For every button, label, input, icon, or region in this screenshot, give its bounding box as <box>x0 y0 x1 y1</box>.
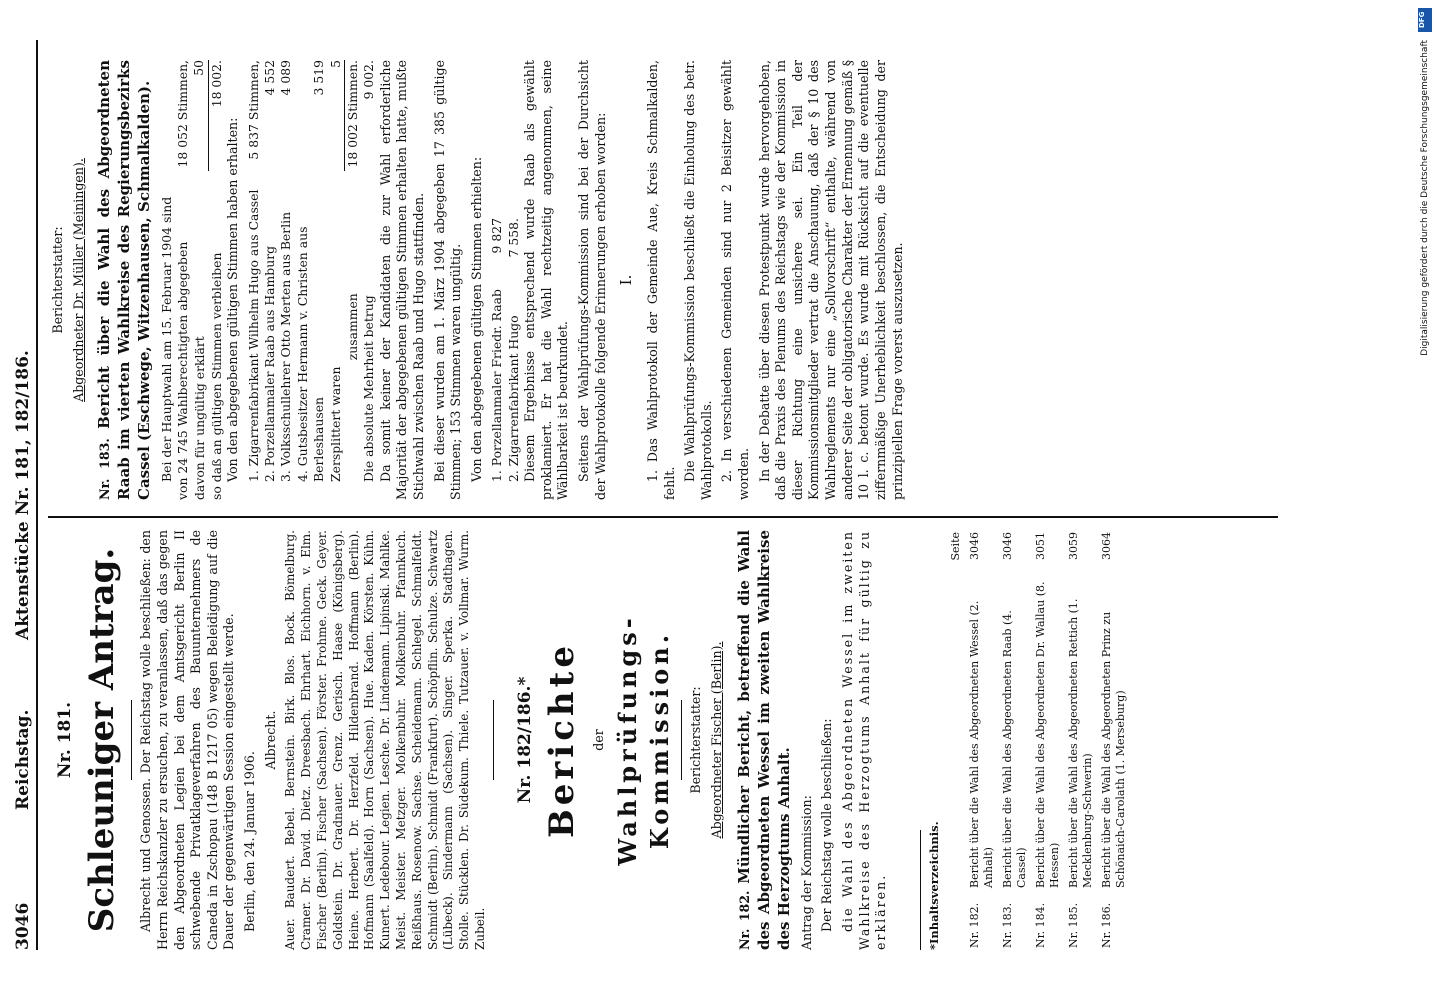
candidate-votes: 3 519 <box>311 60 327 96</box>
candidate-votes: 5 837 Stimmen, <box>245 60 261 160</box>
nr-182-title: Mündlicher Bericht, betreffend die Wahl des Abgeordneten Wessel im zweiten Wahlkreise des Herzogtums Anhalt. <box>735 530 794 950</box>
nr-182-label: Nr. 182. <box>737 890 753 950</box>
toc-nr: Nr. 183. <box>1000 902 1014 948</box>
runoff-value: 9 827 <box>489 218 505 254</box>
votes-cast-row <box>159 60 192 500</box>
runoff-intro: Von den abgegebenen gültigen Stimmen erhielten: <box>468 156 484 482</box>
candidates-table <box>246 60 378 482</box>
commission-paragraph: Seitens der Wahlprüfungs-Kommission sind bei der Durchsicht der Wahlprotokolle folgende Erinnerungen erhoben worden: <box>575 60 608 500</box>
toc-nr: Nr. 182. <box>967 902 981 948</box>
toc-page: 3046 <box>1000 532 1014 560</box>
invalid-label: davon für ungültig erklärt <box>191 336 207 500</box>
column-divider <box>48 517 1278 519</box>
majority-value: 9 002. <box>361 60 377 100</box>
votes-cast-label: Bei der Hauptwahl am 15. Februar 1904 sind von 24 745 Wahlberechtigten abgegeben <box>158 196 190 500</box>
toc-text: Bericht über die Wahl des Abgeordneten Dr. Wallau (8. Hessen) <box>1033 581 1062 888</box>
rapporteur-name: Abgeordneter Dr. Müller (Meiningen). <box>70 158 86 402</box>
toc-page-header: Seite <box>949 532 963 561</box>
valid-row <box>208 60 225 500</box>
toc-text: Bericht über die Wahl des Abgeordneten Wessel (2. Anhalt) <box>967 600 996 888</box>
item-1-decision: Die Wahlprüfungs-Kommission beschließt die Einholung des betr. Wahlprotokolls. <box>682 60 714 500</box>
short-rule <box>681 700 682 780</box>
running-head: Reichstag. <box>13 709 33 810</box>
reichstag-resolve: Der Reichstag wolle beschließen: <box>819 718 835 932</box>
page-number: 3046 <box>13 902 33 950</box>
antrag-text: Albrecht und Genossen. Der Reichstag wolle beschließen: den Herrn Reichskanzler zu ersuchen, zu veranlassen, daß das gegen den Abgeordneten Legien bei dem Amtsgericht Berlin II schwebende Privatklageverfahren des Bauunternehmers de Caneda in Zschopau (148 B 1217 05) wegen Beleidigung auf die Dauer der gegenwärtigen Session eingestellt werde. <box>138 530 237 950</box>
toc-text: Bericht über die Wahl des Abgeordneten Raab (4. Cassel) <box>1000 610 1029 888</box>
rapporteur-name: Abgeordneter Fischer (Berlin). <box>708 641 724 839</box>
header-title: Aktenstücke Nr. 181, 182/186. <box>13 350 33 640</box>
candidate-votes: 4 089 <box>278 60 294 96</box>
invalid-value: 50 <box>191 60 208 171</box>
candidate-row <box>278 60 294 482</box>
item-1: 1. Das Wahlprotokoll der Gemeinde Aue, Kreis Schmalkalden, fehlt. <box>644 60 677 500</box>
rapporteur-label: Berichterstatter: <box>688 686 704 794</box>
toc-nr: Nr. 186. <box>1099 902 1113 948</box>
nr-181-heading: Nr. 181. <box>55 701 75 779</box>
toc-page: 3051 <box>1033 532 1047 560</box>
total-row <box>344 60 361 482</box>
toc-table <box>946 530 1132 950</box>
runoff-label: 1. Porzellanmaler Friedr. Raab <box>489 289 505 482</box>
runoff-value: 7 558. <box>505 218 521 258</box>
total-label: zusammen <box>344 293 360 361</box>
item-2: 2. In verschiedenen Gemeinden sind nur 2 Beisitzer gewählt worden. <box>719 60 752 500</box>
majority-row <box>361 60 377 482</box>
toc-title: *Inhaltsverzeichnis. <box>926 821 941 950</box>
votes-cast-value: 18 052 Stimmen, <box>174 60 190 168</box>
toc-row <box>1000 532 1031 948</box>
short-rule <box>131 700 132 780</box>
nr-183-title: Bericht über die Wahl des Abgeordneten Raab im vierten Wahlkreise des Regierungsbezirks Cassel (Eschwege, Witzenhausen, Schmalkalden). <box>95 60 153 500</box>
runoff-row <box>506 218 522 482</box>
commission-motion-label: Antrag der Kommission: <box>798 795 814 950</box>
received-intro: Von den abgegebenen gültigen Stimmen haben erhalten: <box>225 117 241 482</box>
nr-182-186-heading: Nr. 182/186.* <box>514 676 535 804</box>
runoff-table <box>489 218 522 482</box>
page-header <box>10 40 38 950</box>
section-roman: I. <box>617 274 636 286</box>
dfg-logo: DFG <box>1418 8 1432 32</box>
toc-page: 3064 <box>1099 532 1113 560</box>
der-label: der <box>591 729 607 751</box>
short-rule <box>493 700 494 780</box>
berichte-title: Berichte <box>542 642 583 838</box>
valid-value: 18 002. <box>208 60 224 108</box>
candidate-votes: 4 552 <box>262 60 278 96</box>
candidate-row <box>295 60 328 482</box>
toc-text: Bericht über die Wahl des Abgeordneten Rettich (1. Mecklenburg-Schwerin) <box>1066 598 1095 888</box>
footnote-rule <box>920 830 921 950</box>
candidate-label: 4. Gutsbesitzer Hermann v. Christen aus Berleshausen <box>294 226 327 482</box>
antrag-signer: Albrecht. <box>262 710 278 770</box>
runoff-reason: Da somit keiner der Kandidaten die zur Wahl erforderliche Majorität der abgegebenen gültigen Stimmen erhalten hatte, mußte Stichwahl zwischen Raab und Hugo stattfinden. <box>377 60 426 500</box>
candidate-row <box>262 60 278 482</box>
total-value: 18 002 Stimmen. <box>344 60 360 168</box>
antrag-date: Berlin, den 24. Januar 1906. <box>241 751 257 932</box>
candidate-label: 3. Volksschullehrer Otto Merten aus Berlin <box>278 211 294 482</box>
majority-label: Die absolute Mehrheit betrug <box>361 295 377 482</box>
toc-row <box>1033 532 1064 948</box>
digitization-credit: Digitalisierung gefördert durch die Deutsche Forschungsgemeinschaft <box>1420 40 1430 356</box>
toc-nr: Nr. 185. <box>1066 902 1080 948</box>
toc-page: 3046 <box>967 532 981 560</box>
toc-row <box>1066 532 1097 948</box>
candidate-row <box>328 60 345 482</box>
signatory-names: Auer. Baudert. Bebel. Bernstein. Birk. Blos. Bock. Bömelburg. Cramer. Dr. David. Dietz. Dreesbach. Ehrhart. Eichhorn. v. Elm. Fischer (Berlin). Fischer (Sachsen). Förster. Frohme. Geck. Geyer. Goldstein. Dr. Gradnauer. Grenz. Gerisch. Haase (Königsberg). Heine. Herbert. Dr. Herzfeld. Hildenbrand. Hoffmann (Berlin). Hofmann (Saalfeld). Horn (Sachsen). Hue. Kaden. Körsten. Kühn. Kunert. Ledebour. Legien. Lesche. Dr. Lindemann. Lipinski. Mahlke. Meist. Meister. Metzger. Molkenbuhr. Molkenbuhr. Pfannkuch. Reißhaus. Rosenow. Sachse. Scheidemann. Schlegel. Schmalfeldt. Schmidt (Berlin). Schmidt (Frankfurt). Schöpflin. Schulze. Schwartz (Lübeck). Sindermann (Sachsen). Singer. Sperka. Stadthagen. Stolle. Stücklen. Dr. Südekum. Thiele. Tutzauer. v. Vollmar. Wurm. Zubeil. <box>283 530 488 950</box>
commission-title: Wahlprüfungs-Kommission. <box>612 614 674 866</box>
result-paragraph: Diesem Ergebnisse entsprechend wurde Raab als gewählt proklamiert. Er hat die Wahl rechtzeitig angenommen, seine Wählbarkeit ist beurkundet. <box>522 60 571 500</box>
toc-row <box>1099 532 1130 948</box>
candidate-label: 1. Zigarrenfabrikant Wilhelm Hugo aus Cassel <box>245 189 261 482</box>
debate-paragraph: In der Debatte über diesen Protestpunkt wurde hervorgehoben, daß die Praxis des Plenums des Reichstags wie der Kommission in dieser Richtung eine unsichere sei. Ein Teil der Kommissionsmitglieder vertrat die Anschauung, daß der § 10 des Wahlreglements nur eine „Sollvorschrift“ enthalte, während von anderer Seite der obligatorische Charakter der Ernennung gemäß § 10 l. c. betont wurde. Es wurde mit Rücksicht auf die eventuelle ziffernmäßige Unerheblichkeit beschlossen, die Entscheidung der prinzipiellen Frage vorerst auszusetzen. <box>756 60 905 500</box>
runoff-label: 2. Zigarrenfabrikant Hugo <box>505 315 521 482</box>
right-column <box>50 60 910 500</box>
main-election-table <box>159 60 226 500</box>
toc-text: Bericht über die Wahl des Abgeordneten Prinz zu Schönaich-Carolath (1. Merseburg) <box>1099 611 1128 888</box>
toc-row <box>967 532 998 948</box>
invalid-row <box>191 60 208 500</box>
candidate-label: Zersplittert waren <box>328 366 344 482</box>
valid-label: so daß an gültigen Stimmen verbleiben <box>208 252 224 500</box>
left-column <box>50 530 1132 950</box>
candidate-votes: 5 <box>328 60 345 171</box>
nr-183-label: Nr. 183. <box>97 438 113 500</box>
toc-page: 3059 <box>1066 532 1080 560</box>
runoff-votes: Bei dieser wurden am 1. März 1904 abgegeben 17 385 gültige Stimmen; 153 Stimmen waren ungültig. <box>431 60 464 500</box>
motion-body: die Wahl des Abgeordneten Wessel im zweiten Wahlkreise des Herzogtums Anhalt für gültig zu erklären. <box>840 530 889 950</box>
antrag-title: Schleuniger Antrag. <box>82 547 123 933</box>
candidate-row <box>246 60 262 482</box>
candidate-label: 2. Porzellanmaler Raab aus Hamburg <box>262 245 278 482</box>
rapporteur-label: Berichterstatter: <box>50 226 65 334</box>
toc-nr: Nr. 184. <box>1033 902 1047 948</box>
runoff-row <box>489 218 505 482</box>
